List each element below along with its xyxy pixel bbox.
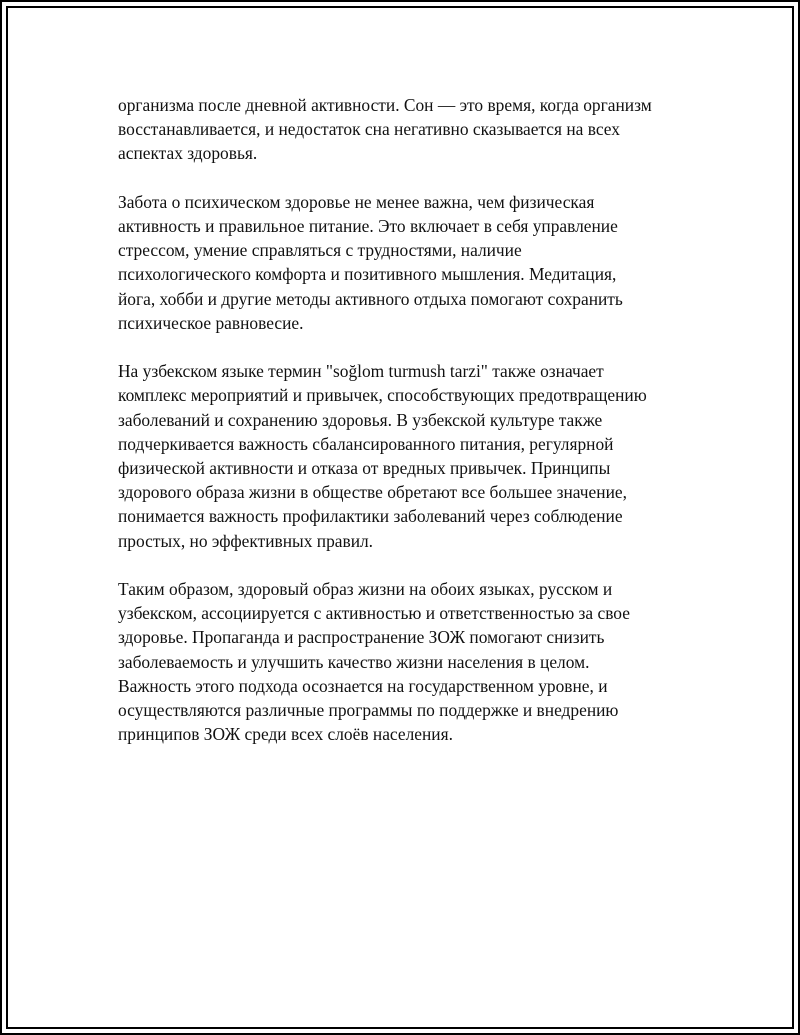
text-line: психическое равновесие. (118, 312, 304, 333)
paragraph-mental-health (118, 190, 738, 335)
text-line: физической активности и отказа от вредных привычек. Принципы (118, 458, 611, 479)
text-line: принципов ЗОЖ среди всех слоёв населения. (118, 724, 453, 745)
text-line: йога, хобби и другие методы активного отдыха помогают сохранить (118, 288, 623, 309)
text-line: комплекс мероприятий и привычек, способствующих предотвращению (118, 385, 647, 406)
text-line: здоровье. Пропаганда и распространение ЗОЖ помогают снизить (118, 627, 605, 648)
document-body (118, 93, 738, 771)
text-line: понимается важность профилактики заболеваний через соблюдение (118, 506, 623, 527)
text-line: заболеваемость и улучшить качество жизни населения в целом. (118, 651, 590, 672)
paragraph-conclusion (118, 577, 738, 746)
text-line: организма после дневной активности. Сон — это время, когда организм (118, 95, 652, 115)
text-line: Забота о психическом здоровье не менее важна, чем физическая (118, 191, 595, 212)
text-line: Важность этого подхода осознается на государственном уровне, и (118, 675, 608, 696)
text-line: простых, но эффективных правил. (118, 530, 374, 551)
paragraph-uzbek-term (118, 359, 738, 553)
text-line: стрессом, умение справляться с трудностями, наличие (118, 240, 522, 261)
text-line: узбекском, ассоциируется с активностью и ответственностью за свое (118, 603, 630, 624)
text-line: заболеваний и сохранению здоровья. В узбекской культуре также (118, 409, 603, 430)
text-line: активность и правильное питание. Это включает в себя управление (118, 216, 618, 236)
text-line: аспектах здоровья. (118, 143, 258, 164)
text-line: восстанавливается, и недостаток сна негативно сказывается на всех (118, 119, 620, 140)
text-line: На узбекском языке термин "soğlom turmush tarzi" также означает (118, 361, 604, 382)
text-line: Таким образом, здоровый образ жизни на обоих языках, русском и (118, 579, 613, 600)
paragraph-sleep (118, 93, 738, 166)
text-line: подчеркивается важность сбалансированного питания, регулярной (118, 433, 614, 454)
text-line: психологического комфорта и позитивного мышления. Медитация, (118, 264, 617, 285)
text-line: осуществляются различные программы по поддержке и внедрению (118, 700, 619, 721)
text-line: здорового образа жизни в обществе обретают все большее значение, (118, 482, 627, 503)
